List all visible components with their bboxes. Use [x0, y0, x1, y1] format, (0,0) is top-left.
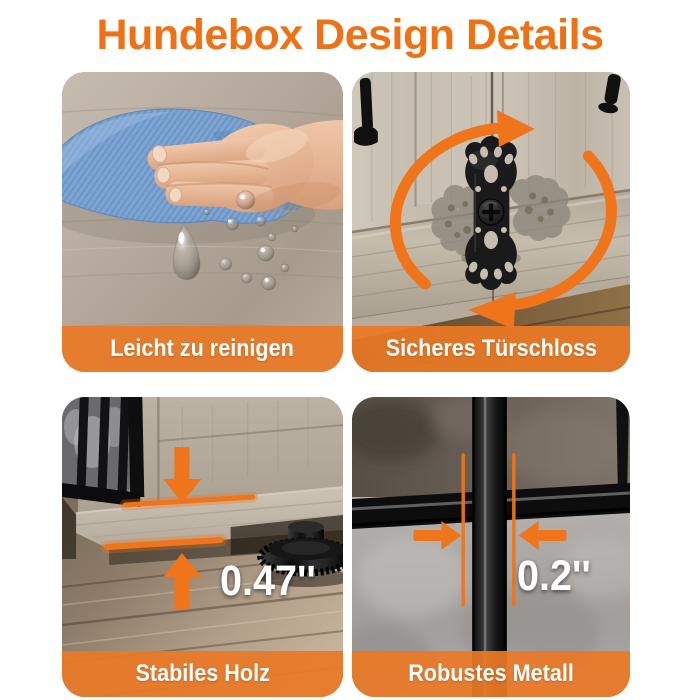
caption-solid-wood: [62, 651, 343, 697]
page-title: Hundebox Design Details: [96, 10, 604, 59]
panel-easy-clean: [62, 72, 343, 372]
wood-thickness-label: 0.47'': [220, 557, 316, 605]
caption-robust-metal: [352, 651, 630, 697]
panel-solid-wood: [62, 397, 343, 697]
panel-robust-metal: [352, 397, 630, 697]
caption-label: Sicheres Türschloss: [385, 335, 597, 362]
caption-easy-clean: [62, 326, 343, 372]
caption-label: Leicht zu reinigen: [110, 335, 295, 362]
cage-corner: [62, 397, 144, 507]
feature-grid: [62, 72, 630, 697]
caption-door-lock: [352, 326, 630, 372]
metal-thickness-label: 0.2'': [517, 552, 591, 600]
caption-label: Stabiles Holz: [135, 660, 270, 687]
panel-door-lock: [352, 72, 630, 372]
caption-label: Robustes Metall: [408, 660, 574, 687]
